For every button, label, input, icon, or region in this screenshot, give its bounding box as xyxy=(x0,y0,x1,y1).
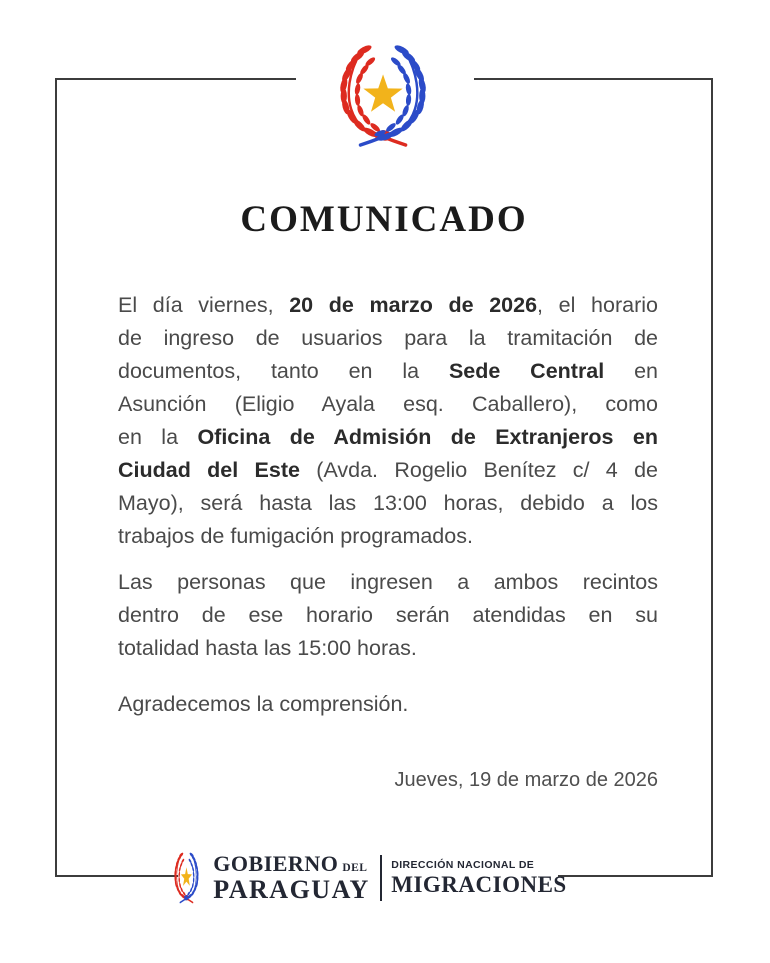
body-line: El día viernes, 20 de marzo de 2026, el horario xyxy=(118,293,658,317)
body-line: documentos, tanto en la Sede Central en xyxy=(118,359,659,383)
body-line: Ciudad del Este (Avda. Rogelio Benítez c/ 4 de xyxy=(118,458,658,482)
body-line: trabajos de fumigación programados. xyxy=(118,524,473,548)
header-emblem xyxy=(296,40,474,152)
body-line: totalidad hasta las 15:00 horas. xyxy=(118,636,417,660)
body-line: de ingreso de usuarios para la tramitación de xyxy=(118,326,658,350)
footer-divider xyxy=(380,855,383,901)
migraciones-wordmark xyxy=(391,860,566,897)
body-paragraph xyxy=(118,289,658,553)
gobierno-paraguay-wordmark xyxy=(213,853,369,903)
paraguay-label: PARAGUAY xyxy=(213,875,370,904)
paraguay-wreath-icon xyxy=(319,44,451,148)
direccion-nacional-label: DIRECCIÓN NACIONAL DE xyxy=(391,858,535,871)
footer-logo xyxy=(178,842,567,914)
body-line: en la Oficina de Admisión de Extranjeros en xyxy=(118,425,658,449)
migraciones-label: MIGRACIONES xyxy=(391,872,567,898)
body-paragraph xyxy=(118,688,658,721)
date-line: Jueves, 19 de marzo de 2026 xyxy=(394,769,658,791)
paraguay-wreath-icon-small xyxy=(169,852,205,904)
del-label: DEL xyxy=(342,862,368,874)
gobierno-label: GOBIERNO xyxy=(213,851,339,876)
body-text xyxy=(118,289,658,734)
body-line: Agradecemos la comprensión. xyxy=(118,692,409,716)
page-title: COMUNICADO xyxy=(240,199,528,240)
body-line: dentro de ese horario serán atendidas en su xyxy=(118,603,658,627)
body-line: Las personas que ingresen a ambos recintos xyxy=(118,570,658,594)
body-line: Asunción (Eligio Ayala esq. Caballero), como xyxy=(118,392,658,416)
body-line: Mayo), será hasta las 13:00 horas, debido a los xyxy=(118,491,658,515)
body-paragraph xyxy=(118,566,658,665)
